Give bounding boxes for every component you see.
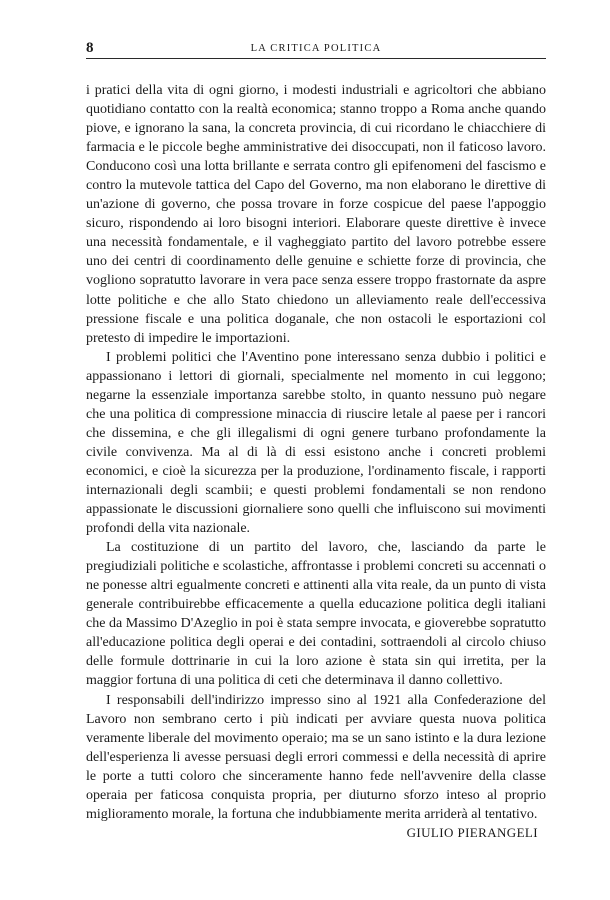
running-head: LA CRITICA POLITICA xyxy=(250,43,382,54)
paragraph-3: La costituzione di un partito del lavoro, che, lasciando da parte le pregiudiziali politiche e scolastiche, affrontasse i problemi concreti su accennati o ne ponesse altri egualmente concreti e attinenti alla vita reale, da un punto di vista generale contribuirebbe efficacemente a quella educazione politica degli italiani che da Massimo D'Azeglio in poi è stata sempre invocata, e gioverebbe sopratutto all'educazione politica degli operai e dei contadini, sottraendoli al circolo chiuso delle formule dottrinarie in cui la loro azione è stata sin qui irretita, per la maggior fortuna di una politica di ceti che determinava il danno collettivo. xyxy=(86,540,546,689)
page xyxy=(86,38,546,841)
author-signature: GIULIO PIERANGELI xyxy=(406,824,538,840)
page-header xyxy=(86,38,546,59)
article-body xyxy=(86,81,546,824)
page-number: 8 xyxy=(86,40,94,56)
paragraph-2: I problemi politici che l'Aventino pone interessano senza dubbio i politici e appassionano i lettori di giornali, specialmente nel momento in cui leggono; negarne la essenziale importanza sarebbe stolto, in quanto nessuno può negare che una politica di compressione minaccia di riuscire letale al paese per i rancori che dissemina, e che gli illegalismi di ogni genere turbano profondamente la civile convivenza. Ma al di là di essi esistono anche i concreti problemi economici, e cioè la sicurezza per la produzione, l'ordinamento fiscale, i rapporti internazionali degli scambii; e questi problemi fondamentali se non rendono appassionate le discussioni giornaliere sono quelli che influiscono sui movimenti profondi della vita nazionale. xyxy=(86,349,546,537)
paragraph-1: i pratici della vita di ogni giorno, i modesti industriali e agricoltori che abbiano quotidiano contatto con la realtà economica; stanno troppo a Roma anche quando piove, e ignorano la sana, la concreta provincia, di cui ricordano le chiacchiere di farmacia e le piccole beghe amministrative dei disoccupati, non il faticoso lavoro. Conducono così una lotta brillante e serrata contro gli epifenomeni del fascismo e contro la mutevole tattica del Capo del Governo, ma non elaborano le direttive di un'azione di governo, che possa trovare in forze cospicue del paese l'appoggio sicuro, rispondendo ai loro bisogni interiori. Elaborare queste direttive è invece una necessità fondamentale, e il vagheggiato partito del lavoro potrebbe essere uno dei centri di coordinamento delle genuine e schiette forze di provincia, che vogliono sopratutto lavorare in vera pace senza essere troppo frastornate da aspre lotte politiche e che allo Stato chiedono un alleviamento reale dell'eccessiva pressione fiscale e una politica doganale, che non ostacoli le esportazioni col pretesto di impedire le importazioni. xyxy=(86,83,546,346)
paragraph-4: I responsabili dell'indirizzo impresso sino al 1921 alla Confederazione del Lavoro non sembrano certo i più indicati per avviare questa nuova politica veramente liberale del movimento operaio; ma se un sano istinto e la dura lezione dell'esperienza li avesse persuasi degli errori commessi e della necessità di aprire le porte a tutti coloro che sinceramente hanno fede nell'avvenire della classe operaia per faticosa conquista propria, per diuturno sforzo inteso al proprio miglioramento morale, la fortuna che indubbiamente merita arriderà al tentativo. xyxy=(86,692,546,822)
